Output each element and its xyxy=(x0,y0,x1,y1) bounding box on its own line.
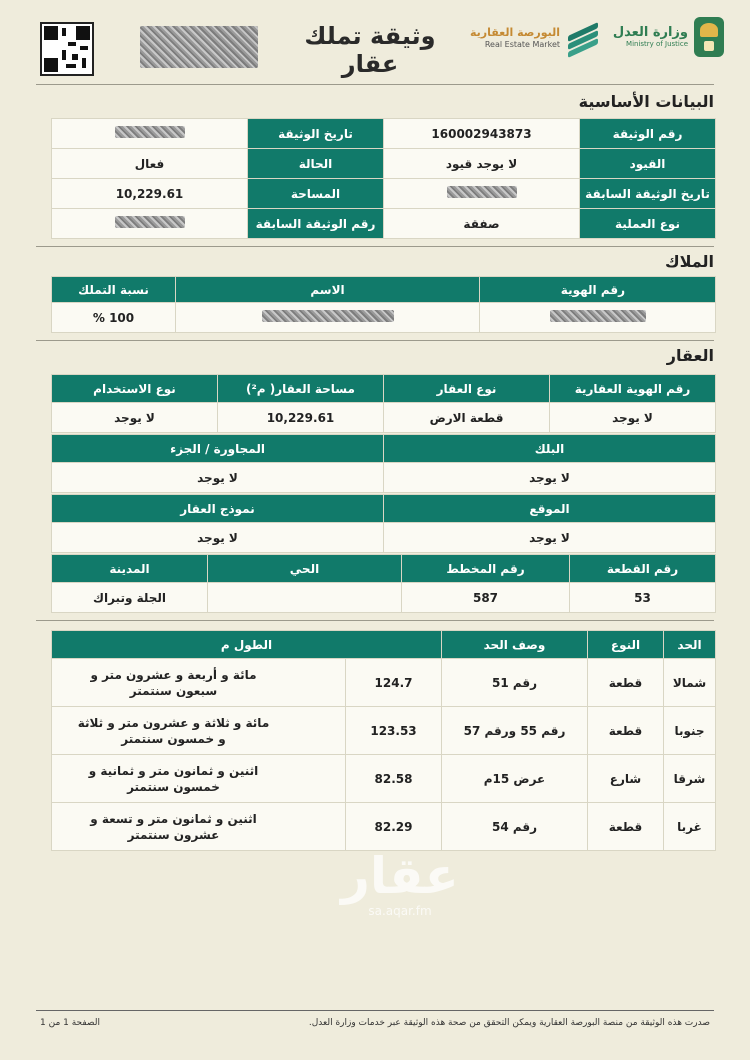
border-desc: رقم 55 ورقم 57 xyxy=(442,707,588,755)
page-number: الصفحة 1 من 1 xyxy=(40,1018,100,1028)
border-length-text: مائة و أربعة و عشرون متر و سبعون سنتمتر xyxy=(52,659,346,707)
border-length: 82.29 xyxy=(346,803,442,851)
divider xyxy=(36,84,714,85)
divider xyxy=(36,246,714,247)
border-type: قطعة xyxy=(588,659,664,707)
value-prev-doc-date xyxy=(384,179,580,209)
redacted-value xyxy=(550,310,646,322)
value-plot-number: 53 xyxy=(570,583,716,613)
redacted-value xyxy=(262,310,394,322)
header-location: الموقع xyxy=(384,495,716,523)
header-city: المدينة xyxy=(52,555,208,583)
footer-divider xyxy=(36,1010,714,1011)
value-restrictions: لا يوجد قيود xyxy=(384,149,580,179)
header-block: البلك xyxy=(384,435,716,463)
header-border-type: النوع xyxy=(588,631,664,659)
label-doc-date: تاريخ الوثيقة xyxy=(248,119,384,149)
label-restrictions: القيود xyxy=(580,149,716,179)
border-dir: غربا xyxy=(664,803,716,851)
border-type: قطعة xyxy=(588,803,664,851)
table-row xyxy=(52,803,716,851)
label-area: المساحة xyxy=(248,179,384,209)
real-estate-market-icon xyxy=(566,19,600,55)
value-plan-number: 587 xyxy=(402,583,570,613)
value-block: لا يوجد xyxy=(384,463,716,493)
value-doc-date xyxy=(52,119,248,149)
basic-data-table xyxy=(51,118,716,239)
border-dir: شمالا xyxy=(664,659,716,707)
header-property-model: نموذج العقار xyxy=(52,495,384,523)
border-length: 82.58 xyxy=(346,755,442,803)
property-table-1 xyxy=(51,374,716,433)
header-property-id: رقم الهوية العقارية xyxy=(550,375,716,403)
border-length-text: اثنين و ثمانون متر و تسعة و عشرون سنتمتر xyxy=(52,803,346,851)
value-location: لا يوجد xyxy=(384,523,716,553)
ministry-of-justice-logo xyxy=(604,14,724,60)
header-property-type: نوع العقار xyxy=(384,375,550,403)
value-city: الجلة وتبراك xyxy=(52,583,208,613)
border-length: 123.53 xyxy=(346,707,442,755)
border-type: قطعة xyxy=(588,707,664,755)
value-operation-type: صفقة xyxy=(384,209,580,239)
moj-name-ar: وزارة العدل xyxy=(612,25,688,40)
aqar-watermark xyxy=(330,848,470,918)
header-plot-number: رقم القطعة xyxy=(570,555,716,583)
border-desc: عرض 15م xyxy=(442,755,588,803)
redacted-value xyxy=(115,126,185,138)
border-length: 124.7 xyxy=(346,659,442,707)
watermark-url: sa.aqar.fm xyxy=(368,904,432,918)
qr-code[interactable] xyxy=(40,22,94,76)
border-length-text: مائة و ثلاثة و عشرون متر و ثلاثة و خمسون سنتمتر xyxy=(52,707,346,755)
header-plan-number: رقم المخطط xyxy=(402,555,570,583)
section-title-owners: الملاك xyxy=(664,252,714,271)
label-operation-type: نوع العملية xyxy=(580,209,716,239)
rem-name-ar: البورصة العقارية xyxy=(469,25,560,39)
divider xyxy=(36,620,714,621)
watermark-text: عقار xyxy=(341,847,459,905)
value-owner-share: 100 % xyxy=(52,303,176,333)
divider xyxy=(36,340,714,341)
header-id: رقم الهوية xyxy=(480,277,716,303)
header-usage-type: نوع الاستخدام xyxy=(52,375,218,403)
value-doc-number: 160002943873 xyxy=(384,119,580,149)
value-usage-type: لا يوجد xyxy=(52,403,218,433)
section-title-property: العقار xyxy=(666,346,714,365)
label-status: الحالة xyxy=(248,149,384,179)
owners-table xyxy=(51,276,716,333)
rem-name-en: Real Estate Market xyxy=(484,39,560,49)
table-row xyxy=(52,659,716,707)
header-property-area: مساحة العقار( م²) xyxy=(218,375,384,403)
header-border: الحد xyxy=(664,631,716,659)
value-property-area: 10,229.61 xyxy=(218,403,384,433)
table-row xyxy=(52,707,716,755)
border-desc: رقم 51 xyxy=(442,659,588,707)
property-table-4 xyxy=(51,554,716,613)
real-estate-market-logo xyxy=(460,14,600,60)
property-table-3 xyxy=(51,494,716,553)
value-district xyxy=(208,583,402,613)
footer-note: صدرت هذه الوثيقة من منصة البورصة العقارية ويمكن التحقق من صحة هذه الوثيقة عبر خدمات وزارة العدل. xyxy=(308,1018,710,1028)
document-title: وثيقة تملك عقار xyxy=(304,22,436,78)
value-owner-id xyxy=(480,303,716,333)
section-title-basic: البيانات الأساسية xyxy=(578,92,714,111)
value-property-model: لا يوجد xyxy=(52,523,384,553)
value-area: 10,229.61 xyxy=(52,179,248,209)
border-type: شارع xyxy=(588,755,664,803)
value-status: فعال xyxy=(52,149,248,179)
label-prev-doc-number: رقم الوثيقة السابقة xyxy=(248,209,384,239)
value-neighbor-part: لا يوجد xyxy=(52,463,384,493)
header-border-length: الطول م xyxy=(52,631,442,659)
label-doc-number: رقم الوثيقة xyxy=(580,119,716,149)
property-table-2 xyxy=(51,434,716,493)
label-prev-doc-date: تاريخ الوثيقة السابقة xyxy=(580,179,716,209)
border-dir: جنوبا xyxy=(664,707,716,755)
header-border-desc: وصف الحد xyxy=(442,631,588,659)
value-owner-name xyxy=(176,303,480,333)
header-district: الحي xyxy=(208,555,402,583)
value-property-type: قطعة الارض xyxy=(384,403,550,433)
value-prev-doc-number xyxy=(52,209,248,239)
redacted-header-field xyxy=(140,26,258,68)
header-share: نسبة التملك xyxy=(52,277,176,303)
redacted-value xyxy=(115,216,185,228)
borders-table xyxy=(51,630,716,851)
border-desc: رقم 54 xyxy=(442,803,588,851)
value-property-id: لا يوجد xyxy=(550,403,716,433)
redacted-value xyxy=(447,186,517,198)
table-row xyxy=(52,755,716,803)
saudi-emblem-icon xyxy=(694,17,724,57)
border-dir: شرقا xyxy=(664,755,716,803)
header-name: الاسم xyxy=(176,277,480,303)
header-neighbor-part: المجاورة / الجزء xyxy=(52,435,384,463)
moj-name-en: Ministry of Justice xyxy=(626,40,688,48)
border-length-text: اثنين و ثمانون متر و ثمانية و خمسون سنتمتر xyxy=(52,755,346,803)
